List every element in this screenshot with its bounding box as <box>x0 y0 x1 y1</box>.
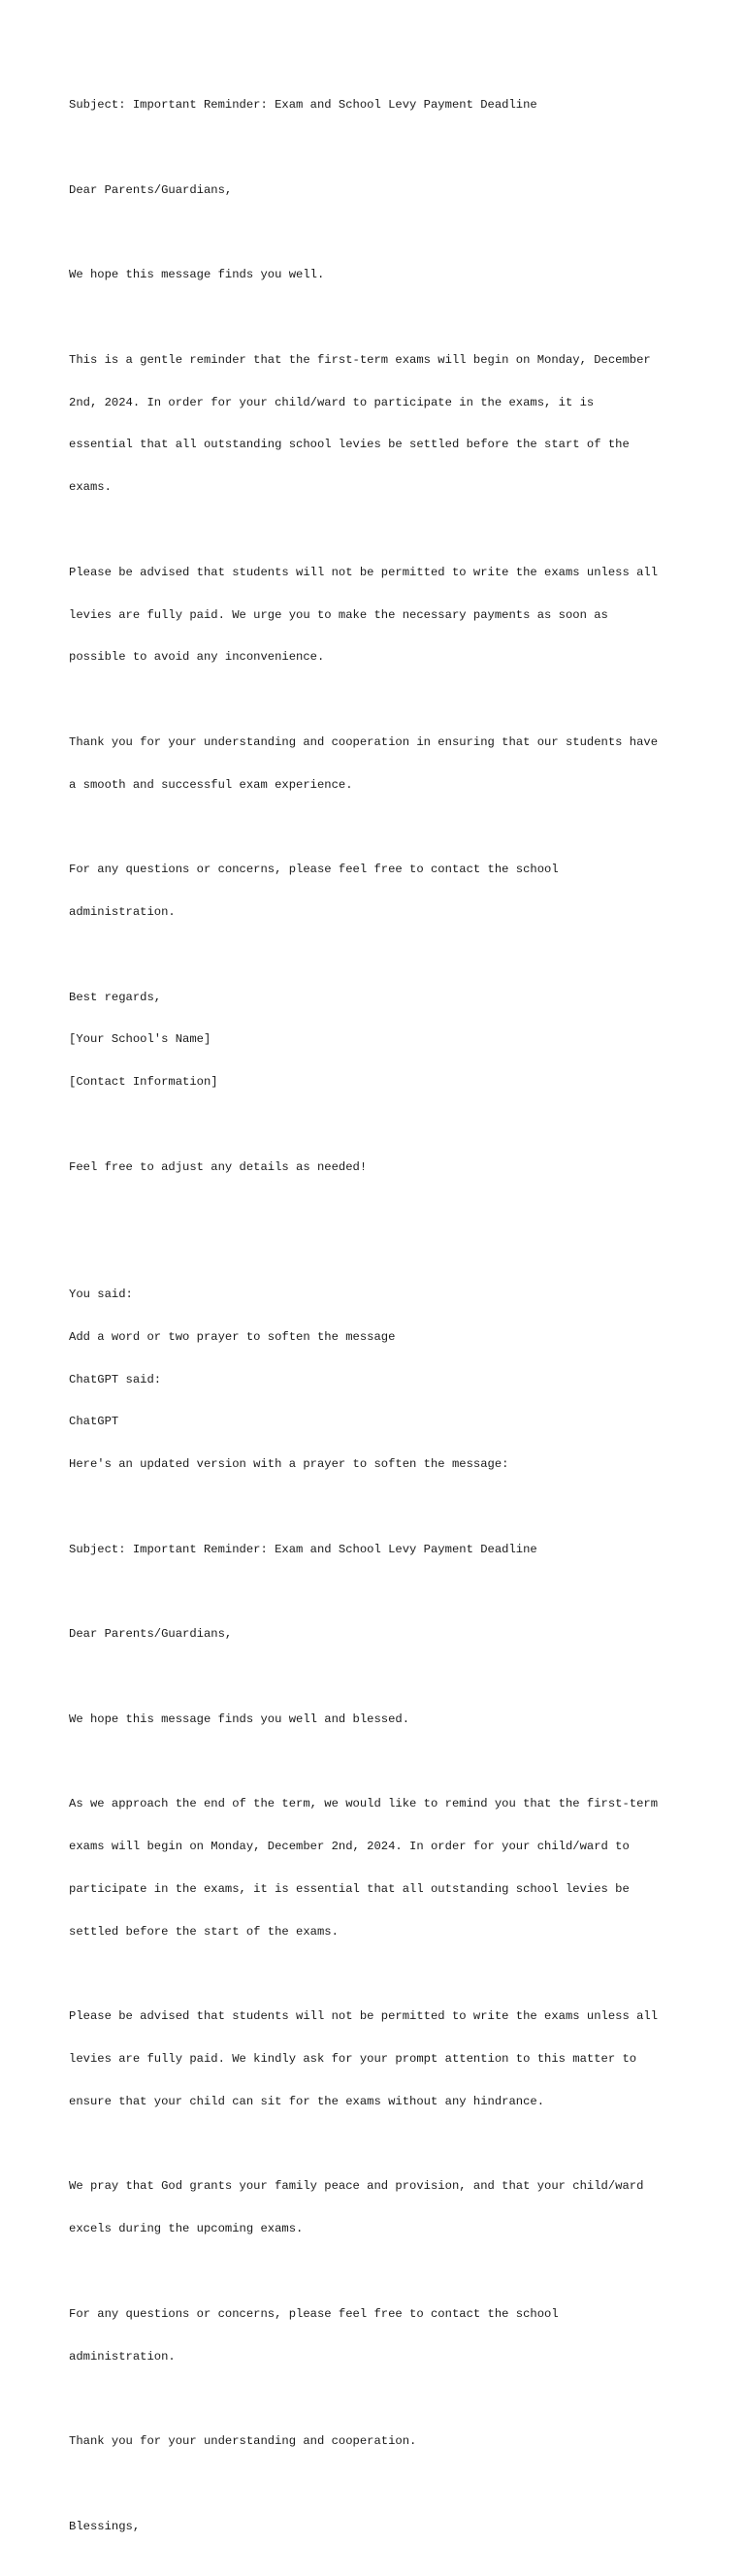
chat-line: You said: <box>69 1288 133 1302</box>
text-line: settled before the start of the exams. <box>69 1924 339 1939</box>
text-line: For any questions or concerns, please feel free to contact the school <box>69 863 559 877</box>
text-line: levies are fully paid. We kindly ask for your prompt attention to this matter to <box>69 2052 637 2067</box>
text-line: Please be advised that students will not be permitted to write the exams unless all <box>69 2009 659 2024</box>
second-message-para1 <box>69 1684 709 1755</box>
subject-line: Subject: Important Reminder: Exam and School Levy Payment Deadline <box>69 98 537 113</box>
first-message-subject <box>69 70 709 141</box>
first-message-signoff <box>69 962 709 1118</box>
text-line: Thank you for your understanding and cooperation in ensuring that our students have <box>69 734 659 749</box>
text-line: Feel free to adjust any details as needed! <box>69 1159 368 1174</box>
second-message-para3 <box>69 1981 709 2137</box>
second-message-para6 <box>69 2406 709 2477</box>
text-line: 2nd, 2024. In order for your child/ward to participate in the exams, it is <box>69 395 595 409</box>
second-message-greeting <box>69 1599 709 1670</box>
text-line: As we approach the end of the term, we would like to remind you that the first-term <box>69 1797 659 1811</box>
text-line: Thank you for your understanding and cooperation. <box>69 2434 417 2449</box>
first-message-para3 <box>69 538 709 694</box>
second-message-subject <box>69 1515 709 1585</box>
text-line: We hope this message finds you well. <box>69 268 325 282</box>
greeting-line: Dear Parents/Guardians, <box>69 1627 233 1642</box>
second-message-signoff <box>69 2492 709 2562</box>
text-line: levies are fully paid. We urge you to make the necessary payments as soon as <box>69 607 608 622</box>
text-line: We pray that God grants your family peace and provision, and that your child/ward <box>69 2179 644 2194</box>
text-line: [Contact Information] <box>69 1075 218 1090</box>
text-line: participate in the exams, it is essential that all outstanding school levies be <box>69 1882 630 1897</box>
text-line: exams. <box>69 480 112 495</box>
text-line: administration. <box>69 2349 176 2364</box>
subject-line: Subject: Important Reminder: Exam and School Levy Payment Deadline <box>69 1542 537 1556</box>
text-line: a smooth and successful exam experience. <box>69 777 353 792</box>
first-message-greeting <box>69 155 709 226</box>
first-message-para5 <box>69 834 709 948</box>
chat-line: Here's an updated version with a prayer to soften the message: <box>69 1457 509 1472</box>
text-line: This is a gentle reminder that the first-term exams will begin on Monday, December <box>69 352 651 367</box>
text-line: excels during the upcoming exams. <box>69 2222 304 2236</box>
section-gap <box>69 1217 709 1259</box>
first-message-closing-note <box>69 1132 709 1203</box>
second-message-para5 <box>69 2279 709 2393</box>
first-message-para1 <box>69 240 709 310</box>
document-page <box>69 70 709 2576</box>
second-message-para4 <box>69 2151 709 2265</box>
text-line: possible to avoid any inconvenience. <box>69 650 325 665</box>
first-message-para4 <box>69 707 709 821</box>
text-line: We hope this message finds you well and blessed. <box>69 1712 410 1726</box>
text-line: administration. <box>69 905 176 920</box>
text-line: For any questions or concerns, please feel free to contact the school <box>69 2306 559 2321</box>
second-message-para2 <box>69 1769 709 1967</box>
text-line: ensure that your child can sit for the exams without any hindrance. <box>69 2094 545 2108</box>
text-line: exams will begin on Monday, December 2nd, 2024. In order for your child/ward to <box>69 1840 630 1854</box>
first-message-para2 <box>69 325 709 523</box>
text-line: Please be advised that students will not be permitted to write the exams unless all <box>69 565 659 579</box>
text-line: Blessings, <box>69 2519 141 2533</box>
chat-line: ChatGPT said: <box>69 1372 162 1386</box>
chat-line: Add a word or two prayer to soften the message <box>69 1329 396 1344</box>
chat-line: ChatGPT <box>69 1415 119 1429</box>
text-line: [Your School's Name] <box>69 1032 211 1047</box>
text-line: Best regards, <box>69 990 162 1004</box>
chat-exchange <box>69 1259 709 1500</box>
greeting-line: Dear Parents/Guardians, <box>69 182 233 197</box>
text-line: essential that all outstanding school levies be settled before the start of the <box>69 438 630 452</box>
